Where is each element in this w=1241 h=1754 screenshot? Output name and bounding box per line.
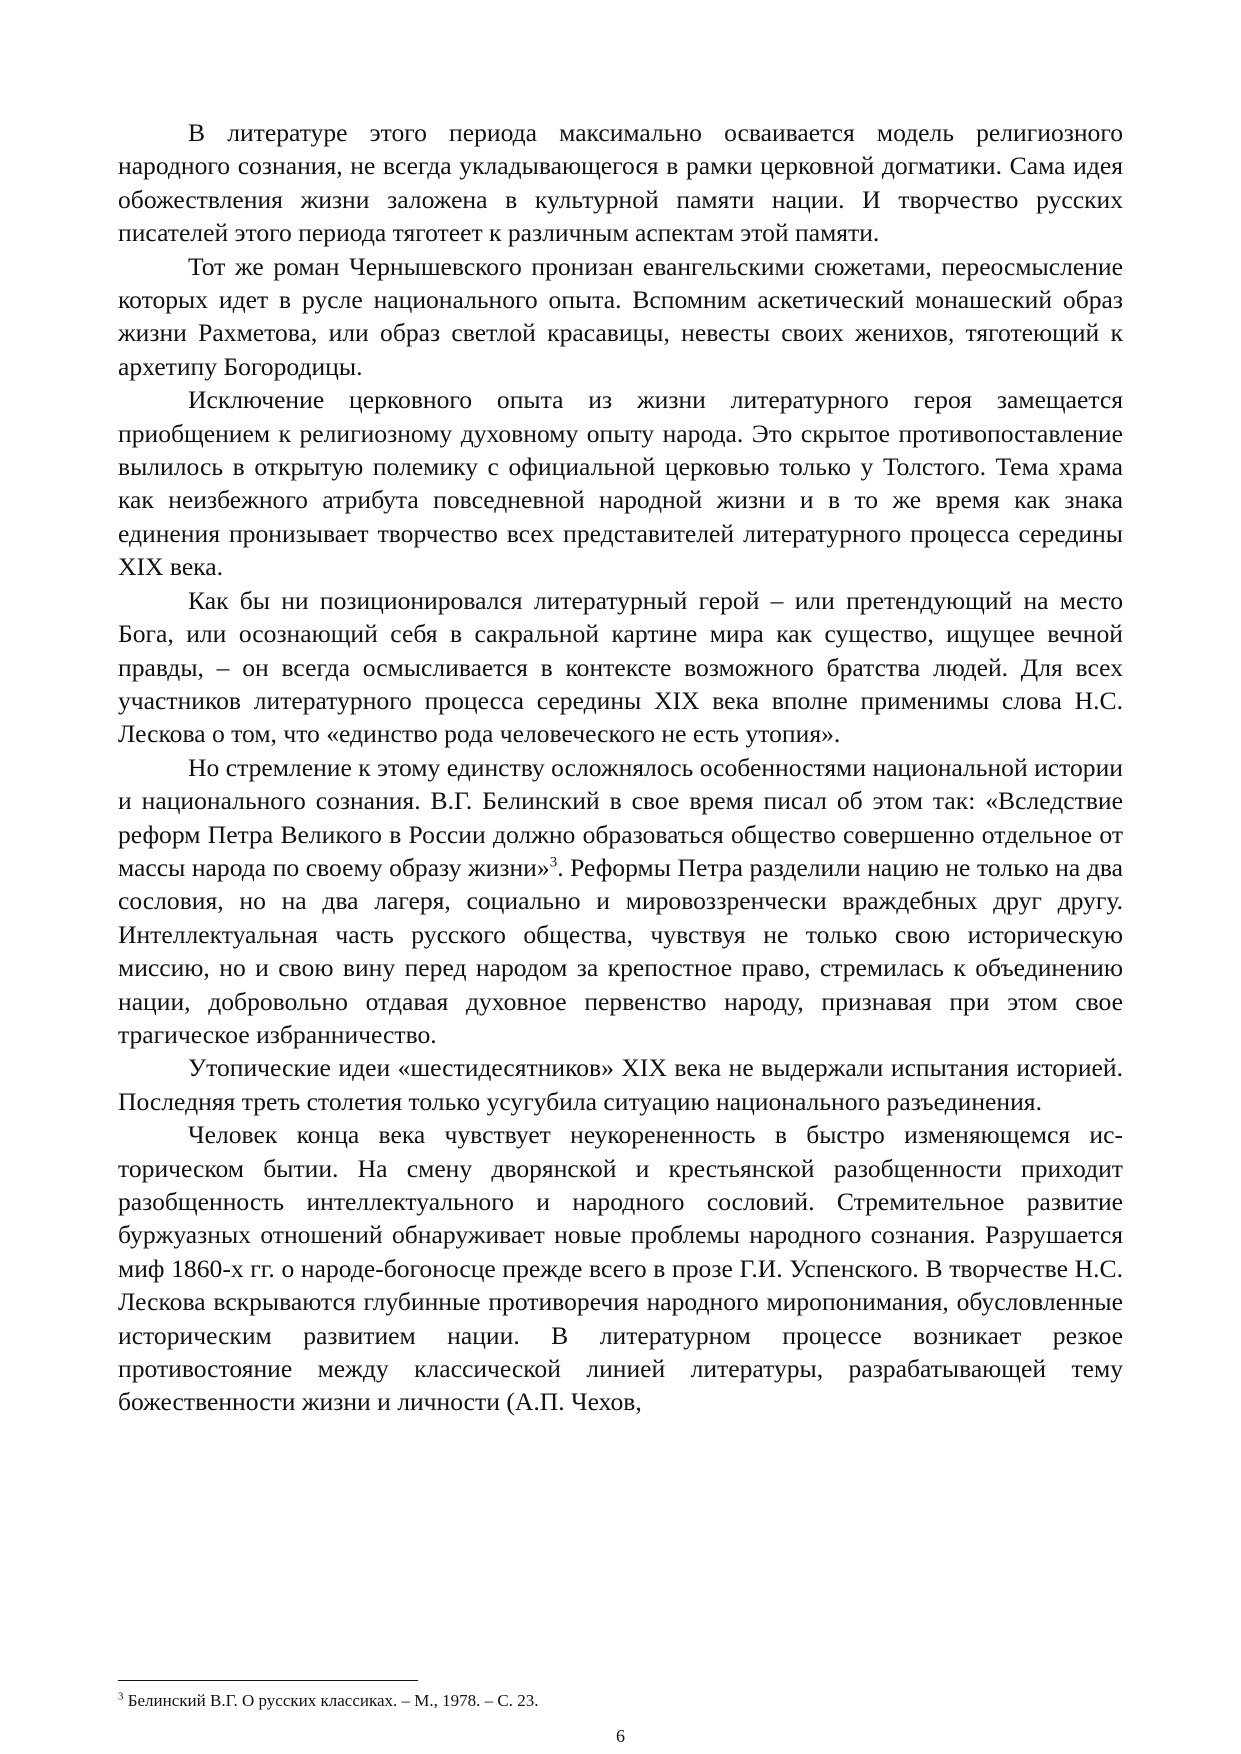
- footnote-text: Белинский В.Г. О русских классиках. – М., 1978. – С. 23.: [127, 1691, 539, 1710]
- body-text: [118, 116, 1123, 1419]
- paragraph-5-text-a: Но стремление к этому единству осложнялось особенностями национальной истории и национального сознания. В.Г. Белинский в свое время писал об этом так: «Вследствие реформ Петра Великого в России должно образоваться общество совершенно отдельное от массы народа по своему образу жизни»: [118, 752, 1123, 882]
- paragraph-4: Как бы ни позиционировался литературный герой – или претендующий на место Бога, или осознающий себя в сакральной картине мира как существо, ищущее вечной правды, – он всегда осмысливается в контексте возможного братства людей. Для всех участников литературного процесса середины XIX века вполне применимы слова Н.С. Лескова о том, что «единство рода человеческого не есть утопия».: [118, 585, 1123, 749]
- footnote: [118, 1690, 1118, 1712]
- paragraph-5: [118, 751, 1123, 1052]
- paragraph-3: Исключение церковного опыта из жизни литературного героя замещается приобщением к религиозному духовному опыту народа. Это скрытое противопоставление вылилось в открытую полемику с официальной церковью только у Толстого. Тема храма как неизбежного атрибута повседневной народной жизни и в то же время как знака единения пронизывает творчество всех представителей литературного процесса середины XIX века.: [118, 385, 1123, 582]
- footnote-number: 3: [118, 1690, 124, 1703]
- paragraph-7: Человек конца века чувствует неукорененность в быстро изменяющемся историческом бытии. На смену дворянской и крестьянской разобщенности приходит разобщенность интеллектуального и народного сословий. Стремительное развитие буржуазных отношений обнаруживает новые проблемы народного сознания. Разрушается миф 1860-х гг. о народе-богоносце прежде всего в прозе Г.И. Успенского. В творчестве Н.С. Лескова вскрываются глубинные противоречия народного миропонимания, обусловленные историческим развитием нации. В литературном процессе возникает резкое противостояние между классической линией литературы, разрабатывающей тему божественности жизни и личности (А.П. Чехов,: [118, 1120, 1123, 1417]
- footnote-reference[interactable]: 3: [549, 854, 558, 871]
- paragraph-1: В литературе этого периода максимально осваивается модель религиозного народного сознания, не всегда укладывающегося в рамки церковной догматики. Сама идея обожествления жизни заложена в культурной памяти нации. И творчество русских писателей этого периода тяготеет к различным аспектам этой памяти.: [118, 118, 1123, 248]
- paragraph-6: Утопические идеи «шестидесятников» XIX века не выдержали испытания историей. Последняя треть столетия только усугубила ситуацию национального разъединения.: [118, 1053, 1123, 1116]
- paragraph-2: Тот же роман Чернышевского пронизан евангельскими сюжетами, переосмысление которых идет в русле национального опыта. Вспомним аскетический монашеский образ жизни Рахметова, или образ светлой красавицы, невесты своих женихов, тяготеющий к архетипу Богородицы.: [118, 251, 1123, 381]
- page-number: 6: [616, 1726, 625, 1746]
- footnote-separator: [118, 1680, 418, 1681]
- paragraph-5-text-b: . Реформы Петра разделили нацию не только на два сословия, но на два лагеря, социально и мировоззренчески враждебных друг другу. Интеллектуальная часть русского общества, чувствуя не только свою историческую миссию, но и свою вину перед народом за крепостное право, стремилась к объединению нации, добровольно отдавая духовное первенство народу, признавая при этом свое трагическое избранничество.: [118, 852, 1123, 1049]
